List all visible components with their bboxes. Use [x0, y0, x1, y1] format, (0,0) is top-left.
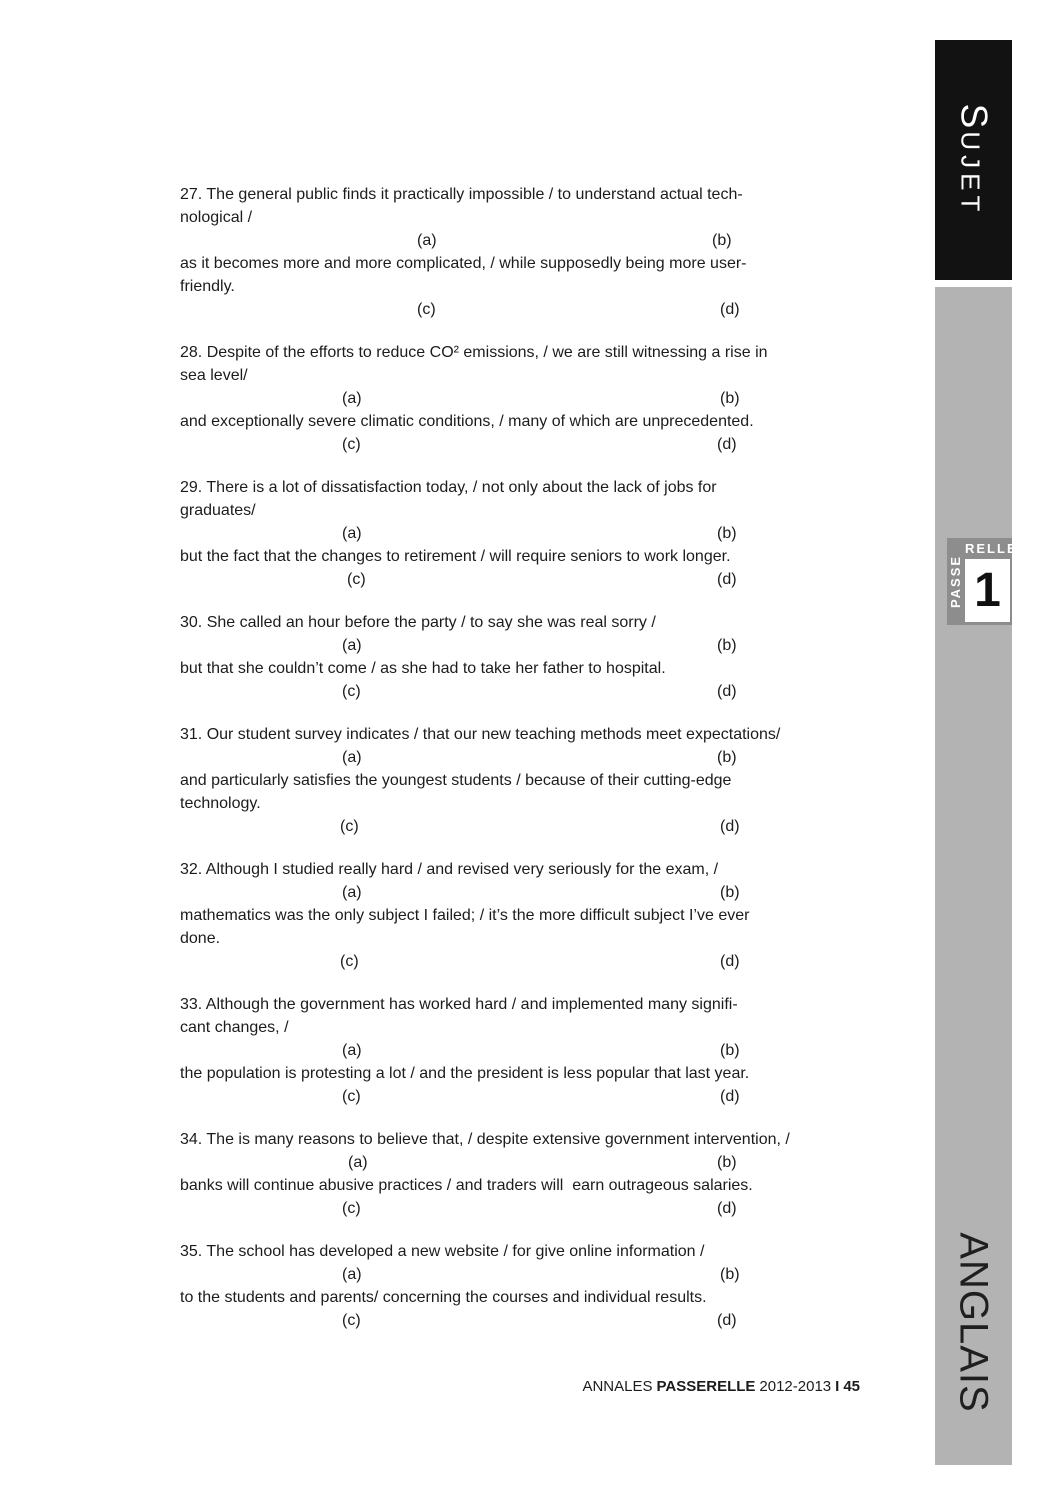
- question-text-line: as it becomes more and more complicated, / while supposedly being more user-: [180, 255, 747, 272]
- segment-label-c: (c): [342, 683, 361, 700]
- questions-area: [180, 183, 880, 1352]
- answer-label-row: [180, 229, 880, 252]
- question-text-line: 28. Despite of the efforts to reduce CO² emissions, / we are still witnessing a rise in: [180, 344, 768, 361]
- question-text-line: mathematics was the only subject I failed; / it’s the more difficult subject I’ve ever: [180, 907, 750, 924]
- answer-label-row: [180, 1151, 880, 1174]
- segment-label-b: (b): [717, 749, 737, 766]
- question-32: [180, 858, 880, 973]
- answer-label-row: [180, 433, 880, 456]
- segment-label-c: (c): [347, 571, 366, 588]
- answer-label-row: [180, 1309, 880, 1332]
- question-text-line: banks will continue abusive practices / and traders will earn outrageous salaries.: [180, 1177, 753, 1194]
- segment-label-a: (a): [342, 884, 362, 901]
- question-text-line: 34. The is many reasons to believe that, / despite extensive government intervention, /: [180, 1131, 790, 1148]
- footer-annales: ANNALES: [582, 1378, 653, 1395]
- question-27: [180, 183, 880, 321]
- question-text-line: 29. There is a lot of dissatisfaction today, / not only about the lack of jobs for: [180, 479, 717, 496]
- segment-label-c: (c): [340, 818, 359, 835]
- segment-label-a: (a): [342, 525, 362, 542]
- sujet-tab: [935, 40, 1012, 280]
- segment-label-c: (c): [417, 301, 436, 318]
- segment-label-d: (d): [717, 1312, 737, 1329]
- segment-label-d: (d): [717, 571, 737, 588]
- sujet-label-rest: UJET: [955, 131, 986, 217]
- question-text-line: but that she couldn’t come / as she had to take her father to hospital.: [180, 660, 666, 677]
- segment-label-d: (d): [720, 818, 740, 835]
- segment-label-a: (a): [342, 1266, 362, 1283]
- subject-label: ANGLAIS: [952, 1231, 996, 1413]
- question-text-line: done.: [180, 930, 221, 947]
- sujet-label: [953, 104, 995, 217]
- subject-label-wrap: [935, 1222, 1012, 1422]
- logo-passe-vertical: [947, 538, 964, 625]
- answer-label-row: [180, 522, 880, 545]
- question-35: [180, 1240, 880, 1332]
- question-29: [180, 476, 880, 591]
- question-text-line: to the students and parents/ concerning the courses and individual results.: [180, 1289, 707, 1306]
- sujet-label-initial: S: [953, 103, 995, 132]
- segment-label-a: (a): [342, 749, 362, 766]
- footer-brand: PASSERELLE: [656, 1378, 756, 1395]
- segment-label-d: (d): [720, 953, 740, 970]
- answer-label-row: [180, 680, 880, 703]
- segment-label-b: (b): [717, 637, 737, 654]
- question-text-line: sea level/: [180, 367, 248, 384]
- footer-years: 2012-2013: [759, 1378, 832, 1395]
- page-footer: [180, 1378, 860, 1395]
- question-text-line: technology.: [180, 795, 261, 812]
- answer-label-row: [180, 387, 880, 410]
- segment-label-b: (b): [717, 1154, 737, 1171]
- answer-label-row: [180, 950, 880, 973]
- question-text-line: graduates/: [180, 502, 256, 519]
- segment-label-c: (c): [342, 1088, 361, 1105]
- question-text-line: and particularly satisfies the youngest students / because of their cutting-edge: [180, 772, 732, 789]
- answer-label-row: [180, 1197, 880, 1220]
- question-text-line: 33. Although the government has worked hard / and implemented many signifi-: [180, 996, 738, 1013]
- answer-label-row: [180, 568, 880, 591]
- answer-label-row: [180, 1085, 880, 1108]
- segment-label-c: (c): [342, 1312, 361, 1329]
- answer-label-row: [180, 815, 880, 838]
- answer-label-row: [180, 1039, 880, 1062]
- question-text-line: nological /: [180, 209, 253, 226]
- question-text-line: the population is protesting a lot / and the president is less popular that last year.: [180, 1065, 750, 1082]
- question-text-line: cant changes, /: [180, 1019, 289, 1036]
- question-text-line: 31. Our student survey indicates / that our new teaching methods meet expectations/: [180, 726, 781, 743]
- answer-label-row: [180, 746, 880, 769]
- segment-label-d: (d): [720, 301, 740, 318]
- segment-label-a: (a): [342, 1042, 362, 1059]
- segment-label-a: (a): [342, 637, 362, 654]
- segment-label-b: (b): [712, 232, 732, 249]
- segment-label-b: (b): [720, 1042, 740, 1059]
- segment-label-d: (d): [717, 436, 737, 453]
- question-text-line: 32. Although I studied really hard / and revised very seriously for the exam, /: [180, 861, 719, 878]
- question-34: [180, 1128, 880, 1220]
- segment-label-b: (b): [720, 884, 740, 901]
- question-text-line: 35. The school has developed a new website / for give online information /: [180, 1243, 705, 1260]
- question-text-line: and exceptionally severe climatic conditions, / many of which are unprecedented.: [180, 413, 754, 430]
- segment-label-a: (a): [342, 390, 362, 407]
- segment-label-a: (a): [417, 232, 437, 249]
- question-28: [180, 341, 880, 456]
- question-30: [180, 611, 880, 703]
- segment-label-d: (d): [717, 1200, 737, 1217]
- question-text-line: 30. She called an hour before the party / to say she was real sorry /: [180, 614, 656, 631]
- segment-label-b: (b): [717, 525, 737, 542]
- logo-number: 1: [974, 563, 1001, 617]
- segment-label-b: (b): [720, 1266, 740, 1283]
- question-text-line: but the fact that the changes to retirement / will require seniors to work longer.: [180, 548, 731, 565]
- answer-label-row: [180, 634, 880, 657]
- logo-relle-text: RELLE: [965, 541, 1018, 556]
- segment-label-c: (c): [340, 953, 359, 970]
- segment-label-b: (b): [720, 390, 740, 407]
- logo-passe-text: PASSE: [948, 554, 964, 609]
- passerelle-logo: [947, 538, 1018, 625]
- answer-label-row: [180, 1263, 880, 1286]
- question-text-line: 27. The general public finds it practically impossible / to understand actual tech-: [180, 186, 743, 203]
- segment-label-a: (a): [348, 1154, 368, 1171]
- footer-page-number: 45: [843, 1378, 860, 1395]
- segment-label-c: (c): [342, 436, 361, 453]
- question-31: [180, 723, 880, 838]
- logo-number-box: [965, 559, 1010, 622]
- question-33: [180, 993, 880, 1108]
- question-text-line: friendly.: [180, 278, 235, 295]
- answer-label-row: [180, 881, 880, 904]
- sidebar-column: [935, 287, 1018, 1465]
- footer-divider: I: [835, 1378, 840, 1395]
- segment-label-d: (d): [717, 683, 737, 700]
- answer-label-row: [180, 298, 880, 321]
- segment-label-c: (c): [342, 1200, 361, 1217]
- segment-label-d: (d): [720, 1088, 740, 1105]
